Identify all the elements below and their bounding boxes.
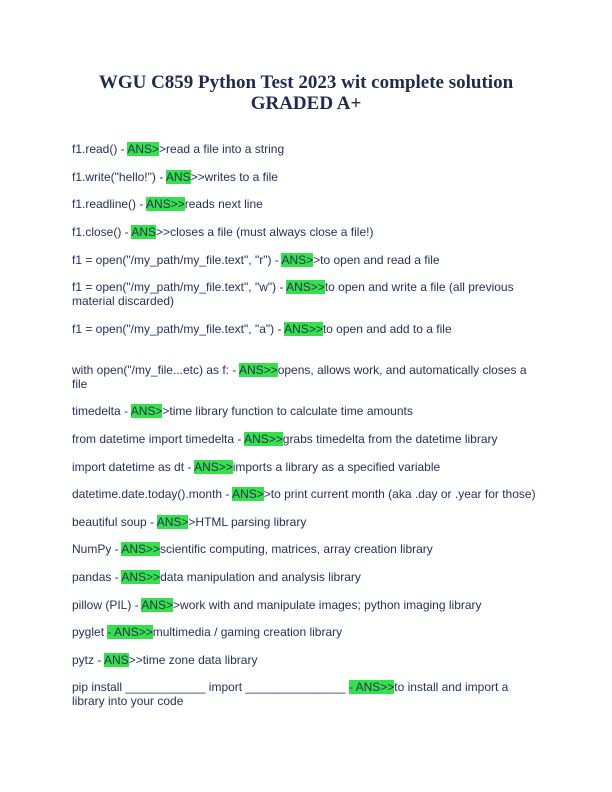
qa-entry [72, 404, 548, 418]
qa-entry [72, 225, 548, 239]
qa-entry [72, 170, 548, 184]
entry-definition: >work with and manipulate images; python imaging library [173, 598, 482, 612]
answer-marker: ANS> [141, 598, 174, 612]
entry-definition: >>writes to a file [190, 170, 278, 184]
answer-marker: ANS>> [244, 432, 283, 446]
entry-term: f1.write("hello!") - [72, 170, 166, 184]
entry-definition: scientific computing, matrices, array creation library [160, 542, 433, 556]
entry-term: from datetime import timedelta - [72, 432, 245, 446]
entry-definition: grabs timedelta from the datetime library [282, 432, 498, 446]
qa-entry [72, 598, 548, 612]
answer-marker: ANS>> [286, 280, 325, 294]
qa-entry [72, 322, 548, 336]
answer-marker: ANS [165, 170, 191, 184]
answer-marker: ANS>> [121, 570, 161, 584]
answer-marker: - ANS>> [107, 625, 153, 639]
entry-definition: data manipulation and analysis library [160, 570, 361, 584]
entry-term: pyglet [72, 625, 108, 639]
entry-term: f1.readline() - [72, 197, 147, 211]
qa-entry [72, 197, 548, 211]
qa-entry [72, 363, 548, 391]
entry-definition: to open and write a file (all previous [324, 280, 514, 294]
entry-term: f1 = open("/my_path/my_file.text", "a") - [72, 322, 285, 336]
qa-entry [72, 487, 548, 501]
qa-entry [72, 253, 548, 267]
qa-entry [72, 142, 548, 156]
entry-term: f1 = open("/my_path/my_file.text", "w") - [72, 280, 287, 294]
entry-term: pandas - [72, 570, 122, 584]
entry-term: f1.close() - [72, 225, 132, 239]
entry-term: datetime.date.today().month - [72, 487, 233, 501]
answer-marker: ANS> [232, 487, 264, 501]
title-line-1: WGU C859 Python Test 2023 wit complete solution [98, 72, 514, 93]
answer-marker: ANS> [127, 142, 160, 156]
answer-marker: ANS>> [194, 460, 233, 474]
entry-definition: >time library function to calculate time amounts [162, 404, 413, 418]
qa-entry [72, 432, 548, 446]
entry-definition: reads next line [184, 197, 263, 211]
entry-term: pillow (PIL) - [72, 598, 142, 612]
entry-definition: >to print current month (aka .day or .year for those) [263, 487, 536, 501]
answer-marker: ANS> [156, 515, 189, 529]
answer-marker: ANS>> [146, 197, 185, 211]
answer-marker: - ANS>> [348, 680, 395, 694]
entry-definition: >read a file into a string [159, 142, 285, 156]
answer-marker: ANS [104, 653, 129, 667]
entry-definition-continued: material discarded) [72, 294, 175, 308]
entry-definition: to install and import a [394, 680, 509, 694]
answer-marker: ANS>> [239, 363, 278, 377]
answer-marker: ANS> [130, 404, 163, 418]
entry-term: timedelta - [72, 404, 131, 418]
entry-definition: >HTML parsing library [188, 515, 307, 529]
answer-marker: ANS>> [121, 542, 161, 556]
title-line-2: GRADED A+ [250, 93, 362, 114]
answer-marker: ANS>> [284, 322, 323, 336]
entry-definition: >>time zone data library [128, 653, 258, 667]
qa-entry [72, 680, 548, 708]
entry-definition: multimedia / gaming creation library [152, 625, 343, 639]
entry-definition: imports a library as a specified variable [232, 460, 441, 474]
answer-marker: ANS> [281, 253, 314, 267]
qa-entry [72, 625, 548, 639]
document-title [40, 72, 572, 114]
qa-entry [72, 515, 548, 529]
entry-term: beautiful soup - [72, 515, 157, 529]
answer-marker: ANS [131, 225, 157, 239]
entry-definition: to open and add to a file [322, 322, 452, 336]
qa-entry [72, 280, 548, 308]
entry-definition-continued: file [72, 377, 88, 391]
entry-definition-continued: library into your code [72, 694, 184, 708]
qa-entry [72, 542, 548, 556]
entry-term: import datetime as dt - [72, 460, 195, 474]
entry-term: f1.read() - [72, 142, 128, 156]
entry-term: pip install ____________ import _______________ [72, 680, 349, 694]
entry-term: pytz - [72, 653, 105, 667]
entry-term: NumPy - [72, 542, 122, 556]
entry-definition: >to open and read a file [313, 253, 440, 267]
qa-entry [72, 653, 548, 667]
entry-term: f1 = open("/my_path/my_file.text", "r") - [72, 253, 282, 267]
qa-entry [72, 570, 548, 584]
entry-definition: >>closes a file (must always close a file!) [156, 225, 374, 239]
entry-definition: opens, allows work, and automatically closes a [277, 363, 527, 377]
qa-entry [72, 460, 548, 474]
entry-term: with open("/my_file...etc) as f: - [72, 363, 239, 377]
